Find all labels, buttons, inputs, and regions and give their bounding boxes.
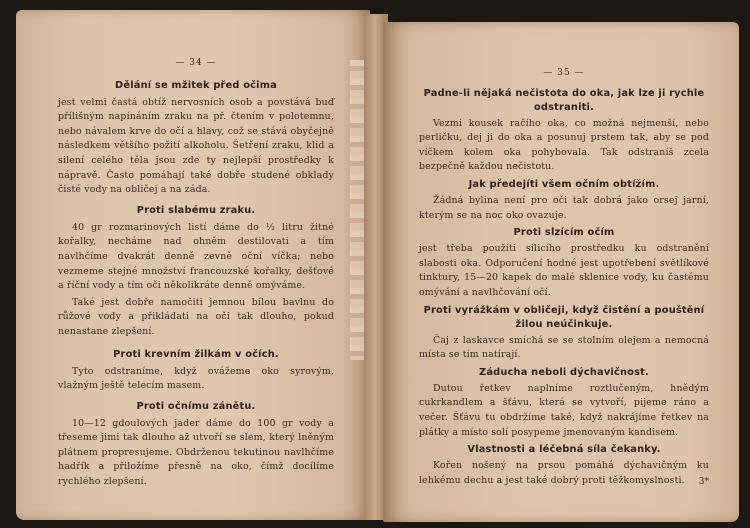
section-heading: Proti očnímu zánětu.	[136, 400, 256, 412]
section-text: Čaj z laskavce smíchá se se stolním olejem a nemocná místa se tím natírají.	[419, 334, 709, 361]
section-heading: Záducha neboli dýchavičnost.	[479, 366, 649, 378]
left-page	[16, 10, 370, 520]
page-number: — 35 —	[543, 68, 585, 78]
section-heading: Proti slzícím očím	[513, 227, 615, 239]
section-text: Dutou řetkev naplníme roztlučeným, hnědým cukrkandlem a šťávu, která se vytvoří, pijeme ráno a večer. Šťávu tu obdržíme také, když nakrájíme řetkev na plátky a místo solí posypeme jmenovaným kandisem.	[419, 382, 709, 438]
right-page	[383, 22, 739, 522]
section-heading: Padne-li nějaká nečistota do oka, jak lze ji rychle odstraniti.	[423, 87, 705, 113]
section-text: 40 gr rozmarinových listí dáme do ½ litru žitné kořalky, necháme nad ohněm destilovati a tím navlhčíme dvakrát denně zevně oční víčka; nebo vezmeme stejné množství francouzské kořalky, dešťové a říční vody a tím oči několikráte denně omýváme.	[58, 221, 334, 292]
torn-page-edge	[350, 60, 364, 360]
section-text: Také jest dobře namočiti jemnou bílou bavlnu do růžové vody a přikládati na oči tak dlouho, pokud nenastane zlepšení.	[58, 296, 334, 337]
section-text: Žádná bylina není pro oči tak dobrá jako orsej jarní, kterým se na noc oko ovazuje.	[419, 194, 709, 221]
section-heading: Proti vyrážkám v obličeji, když čistění a pouštění žilou neúčinkuje.	[423, 304, 705, 330]
section-text: Tyto odstraníme, když ovážeme oko syrovým, vlažným ještě telecím masem.	[58, 365, 334, 392]
section-heading: Vlastnosti a léčebná síla čekanky.	[467, 444, 661, 456]
section-text: 10—12 gdoulových jader dáme do 100 gr vody a třeseme jimi tak dlouho až utvoří se slem, který lněným plátnem propresujeme. Obdrženou tekutinou navlhčíme hadřík a přiložíme přesně na oko, čímž docílíme rychlého zlepšení.	[58, 417, 334, 488]
section-heading: Proti krevním žilkám v očích.	[113, 348, 279, 360]
signature-mark: 3*	[698, 477, 709, 488]
section-heading: Proti slabému zraku.	[136, 204, 256, 216]
section-heading: Jak předejíti všem očním obtížím.	[468, 178, 660, 190]
page-number: — 34 —	[175, 58, 217, 68]
section-text: Kořen nošený na prsou pomáhá dýchavičným ku lehkému dechu a jest také dobrý proti těžkomyslnosti.	[419, 460, 709, 486]
section-text: jest velmi častá obtíž nervosních osob a povstává buď přílišným napínáním zraku na př. čtením v polotemnu, nebo návalem krve do očí a hlavy, což se stává obyčejně následkem většího požití alkoholu. Šetření zraku, klid a silení celého těla jsou zde ty nejlepší prostředky k nápravě. Často pomáhají také dobře studené obklady čisté vody na obličej a na záda.	[58, 96, 334, 196]
section-text: Vezmi kousek račího oka, co možná nejmenší, nebo perličku, dej ji do oka a posunuj prstem tak, aby se pod víčkem kolem oka pohybovala. Tak odstraníš zcela bezpečně každou nečistotu.	[419, 117, 709, 173]
section-text: jest třeba použíti silicího prostředku ku odstranění slabosti oka. Odporučení hodné jest upotřebení světlíkové tinktury, 15—20 kapek do malé sklenice vody, ku častému omývání a navlhčování očí.	[419, 243, 709, 298]
section-heading: Dělání se mžitek před očima	[115, 79, 277, 91]
